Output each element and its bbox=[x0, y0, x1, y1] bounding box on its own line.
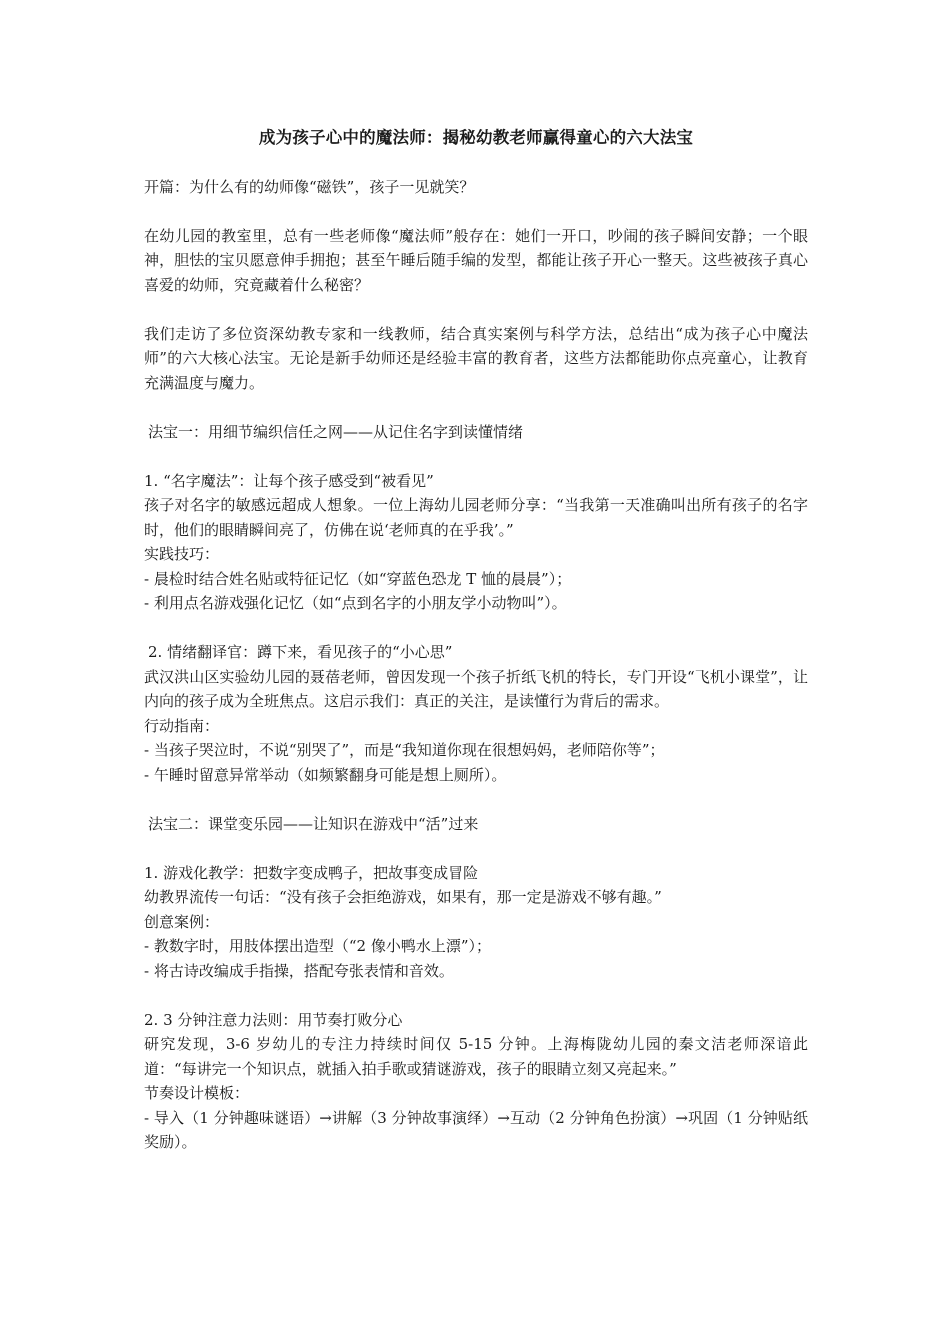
section-1-heading bbox=[144, 420, 808, 445]
section-1-2 bbox=[144, 640, 808, 787]
s2-2-template-label: 节奏设计模板： bbox=[144, 1084, 250, 1102]
s2-2-body: 研究发现，3-6 岁幼儿的专注力持续时间仅 5-15 分钟。上海梅陇幼儿园的秦文洁老师深谙此道：“每讲完一个知识点，就插入拍手歌或猜谜游戏，孩子的眼睛立刻又亮起来。” bbox=[144, 1035, 808, 1078]
s1-1-body: 孩子对名字的敏感远超成人想象。一位上海幼儿园老师分享：“当我第一天准确叫出所有孩子的名字时，他们的眼睛瞬间亮了，仿佛在说‘老师真的在乎我’。” bbox=[144, 496, 808, 539]
s2-1-case-2: - 将古诗改编成手指操，搭配夸张表情和音效。 bbox=[144, 961, 454, 980]
intro-paragraph-2 bbox=[144, 322, 808, 396]
opening-line bbox=[144, 175, 808, 200]
document-title: 成为孩子心中的魔法师：揭秘幼教老师赢得童心的六大法宝 bbox=[258, 128, 694, 147]
section-1-1 bbox=[144, 469, 808, 616]
s1-1-tips-label: 实践技巧： bbox=[144, 545, 220, 563]
s1-1-tip-1: - 晨检时结合姓名贴或特征记忆（如“穿蓝色恐龙 T 恤的晨晨”）； bbox=[144, 569, 572, 588]
s1-2-guide-1: - 当孩子哭泣时，不说“别哭了”，而是“我知道你现在很想妈妈，老师陪你等”； bbox=[144, 741, 665, 759]
intro-paragraph-1 bbox=[144, 224, 808, 298]
s1-1-title: 1. “名字魔法”：让每个孩子感受到“被看见” bbox=[144, 471, 434, 490]
intro-p1-text: 在幼儿园的教室里，总有一些老师像“魔法师”般存在：她们一开口，吵闹的孩子瞬间安静；一个眼神，胆怯的宝贝愿意伸手拥抱；甚至午睡后随手编的发型，都能让孩子开心一整天。这些被孩子真心喜爱的幼师，究竟藏着什么秘密？ bbox=[144, 226, 808, 294]
opening-text: 开篇：为什么有的幼师像“磁铁”，孩子一见就笑？ bbox=[144, 177, 475, 196]
s2-1-title: 1. 游戏化教学：把数字变成鸭子，把故事变成冒险 bbox=[144, 863, 479, 882]
section-2-2 bbox=[144, 1008, 808, 1155]
s2-1-case-1: - 教数字时，用肢体摆出造型（“2 像小鸭水上漂”）； bbox=[144, 937, 491, 955]
s2-2-title: 2. 3 分钟注意力法则：用节奏打败分心 bbox=[144, 1010, 403, 1029]
section-2-heading-text: 法宝二：课堂变乐园——让知识在游戏中“活”过来 bbox=[148, 814, 479, 833]
s1-1-tip-2: - 利用点名游戏强化记忆（如“点到名字的小朋友学小动物叫”）。 bbox=[144, 594, 567, 612]
section-2-1 bbox=[144, 861, 808, 984]
s2-2-template-1: - 导入（1 分钟趣味谜语）→讲解（3 分钟故事演绎）→互动（2 分钟角色扮演）→巩固（1 分钟贴纸奖励）。 bbox=[144, 1108, 808, 1151]
s1-2-guide-label: 行动指南： bbox=[144, 716, 220, 735]
s1-2-title: 2. 情绪翻译官：蹲下来，看见孩子的“小心思” bbox=[148, 643, 453, 661]
s2-1-body: 幼教界流传一句话：“没有孩子会拒绝游戏，如果有，那一定是游戏不够有趣。” bbox=[144, 888, 662, 906]
document-body bbox=[144, 126, 808, 1179]
s1-2-guide-2: - 午睡时留意异常举动（如频繁翻身可能是想上厕所）。 bbox=[144, 765, 507, 784]
s1-2-body: 武汉洪山区实验幼儿园的聂蓓老师，曾因发现一个孩子折纸飞机的特长，专门开设“飞机小课堂”，让内向的孩子成为全班焦点。这启示我们：真正的关注，是读懂行为背后的需求。 bbox=[144, 667, 808, 710]
intro-p2-text: 我们走访了多位资深幼教专家和一线教师，结合真实案例与科学方法，总结出“成为孩子心中魔法师”的六大核心法宝。无论是新手幼师还是经验丰富的教育者，这些方法都能助你点亮童心，让教育充满温度与魔力。 bbox=[144, 324, 808, 392]
s2-1-case-label: 创意案例： bbox=[144, 912, 220, 931]
section-1-heading-text: 法宝一：用细节编织信任之网——从记住名字到读懂情绪 bbox=[148, 422, 524, 441]
section-2-heading bbox=[144, 812, 808, 837]
